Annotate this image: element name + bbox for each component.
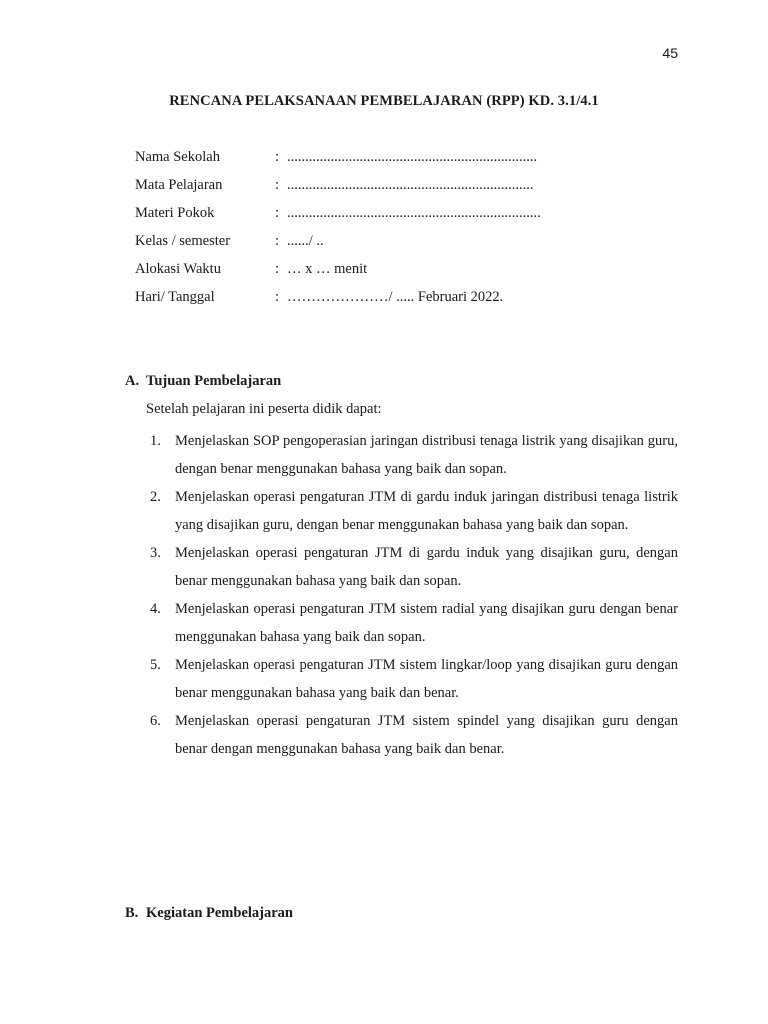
identity-separator: :: [275, 289, 280, 305]
identity-separator: :: [275, 261, 280, 277]
document-title: RENCANA PELAKSANAAN PEMBELAJARAN (RPP) KD. 3.1/4.1: [169, 93, 599, 109]
list-item: [150, 651, 678, 707]
identity-table: [135, 146, 541, 314]
list-item: [150, 595, 678, 651]
page-number: 45: [662, 45, 678, 61]
identity-row-school: [135, 146, 541, 174]
section-intro: Setelah pelajaran ini peserta didik dapat:: [146, 401, 382, 417]
identity-separator: :: [275, 177, 280, 193]
section-letter: B.: [125, 905, 139, 921]
identity-separator: :: [275, 233, 280, 249]
list-item: [150, 539, 678, 595]
list-item-number: 5.: [150, 657, 161, 673]
section-letter: A.: [125, 373, 140, 389]
list-item-text: Menjelaskan operasi pengaturan JTM di gardu induk jaringan distribusi tenaga listrik yang disajikan guru, dengan benar menggunakan bahasa yang baik dan sopan.: [175, 489, 678, 533]
list-item-number: 3.: [150, 545, 161, 561]
list-item-number: 2.: [150, 489, 161, 505]
identity-value: ....../ ..: [287, 233, 324, 249]
section-learning-objectives: [125, 371, 678, 763]
identity-label: Kelas / semester: [135, 233, 231, 249]
list-item-text: Menjelaskan operasi pengaturan JTM sistem lingkar/loop yang disajikan guru dengan benar menggunakan bahasa yang baik dan benar.: [175, 657, 678, 701]
identity-row-time-allocation: [135, 258, 541, 286]
section-title: Tujuan Pembelajaran: [146, 373, 282, 389]
identity-value: ......................................................................: [287, 205, 541, 221]
section-learning-activities: [125, 903, 293, 923]
list-item-text: Menjelaskan operasi pengaturan JTM di gardu induk yang disajikan guru, dengan benar menggunakan bahasa yang baik dan sopan.: [175, 545, 678, 589]
identity-label: Alokasi Waktu: [135, 261, 221, 277]
identity-value: ....................................................................: [287, 177, 534, 193]
list-item-text: Menjelaskan SOP pengoperasian jaringan distribusi tenaga listrik yang disajikan guru, dengan benar menggunakan bahasa yang baik dan sopan.: [175, 433, 678, 477]
section-heading: [125, 371, 678, 391]
list-item-number: 1.: [150, 433, 161, 449]
list-item: [150, 707, 678, 763]
objectives-list: [125, 427, 678, 763]
identity-separator: :: [275, 149, 280, 165]
list-item-number: 4.: [150, 601, 161, 617]
identity-value: …………………/ ..... Februari 2022.: [287, 289, 504, 305]
identity-label: Mata Pelajaran: [135, 177, 223, 193]
list-item-text: Menjelaskan operasi pengaturan JTM sistem spindel yang disajikan guru dengan benar dengan menggunakan bahasa yang baik dan benar.: [175, 713, 678, 757]
identity-label: Materi Pokok: [135, 205, 215, 221]
identity-row-topic: [135, 202, 541, 230]
identity-separator: :: [275, 205, 280, 221]
identity-row-class: [135, 230, 541, 258]
list-item: [150, 427, 678, 483]
identity-label: Nama Sekolah: [135, 149, 220, 165]
section-title: Kegiatan Pembelajaran: [146, 905, 293, 921]
list-item-number: 6.: [150, 713, 161, 729]
list-item: [150, 483, 678, 539]
list-item-text: Menjelaskan operasi pengaturan JTM sistem radial yang disajikan guru dengan benar menggunakan bahasa yang baik dan sopan.: [175, 601, 678, 645]
identity-label: Hari/ Tanggal: [135, 289, 215, 305]
identity-row-subject: [135, 174, 541, 202]
identity-row-date: [135, 286, 541, 314]
identity-value: … x … menit: [287, 261, 368, 277]
identity-value: .....................................................................: [287, 149, 538, 165]
